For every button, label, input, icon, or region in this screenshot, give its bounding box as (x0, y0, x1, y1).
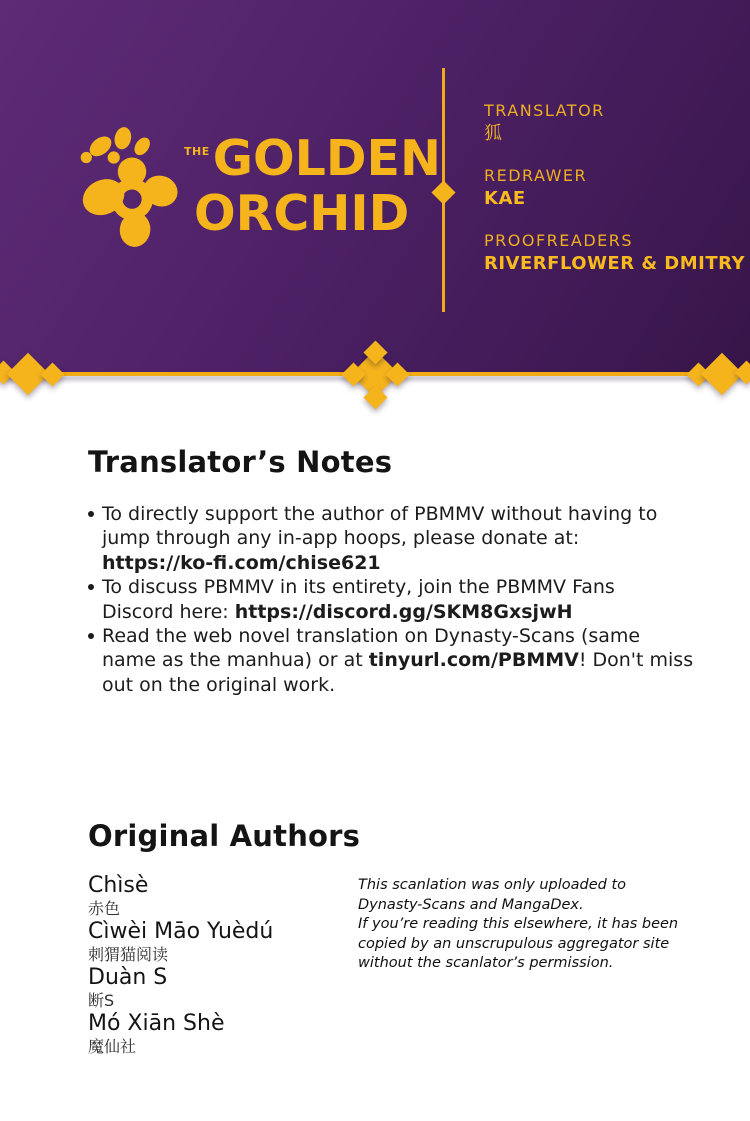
credit-block (484, 101, 745, 145)
note-line: To discuss PBMMV in its entirety, join the PBMMV Fans (102, 576, 615, 599)
note-line: name as the manhua) or at tinyurl.com/PBMMV! Don't miss (102, 649, 694, 672)
disclaimer-line: If you’re reading this elsewhere, it has been (358, 916, 679, 933)
note-line: jump through any in-app hoops, please donate at: (102, 527, 580, 550)
wordmark-golden: GOLDEN (212, 130, 441, 187)
author-name-cjk: 魔仙社 (88, 1037, 137, 1057)
translators-notes-list (88, 502, 694, 697)
original-authors-list (88, 873, 358, 1057)
wordmark-line1 (184, 126, 441, 185)
author-name-cjk: 断S (88, 991, 115, 1011)
staff-credits (484, 101, 745, 296)
golden-orchid-wordmark (184, 126, 441, 240)
ornament-diamond-top (367, 344, 384, 361)
scanlation-disclaimer (358, 876, 688, 974)
author-item (88, 873, 358, 919)
original-authors-title: Original Authors (88, 819, 361, 854)
disclaimer-line: copied by an unscrupulous aggregator site (358, 935, 670, 952)
author-item (88, 1011, 358, 1057)
disclaimer-line: Dynasty-Scans and MangaDex. (358, 896, 584, 913)
note-line: out on the original work. (102, 673, 336, 696)
author-item (88, 919, 358, 965)
note-line: Discord here: https://discord.gg/SKM8GxsjwH (102, 600, 573, 623)
credit-role-label: PROOFREADERS (484, 231, 634, 250)
credit-block (484, 231, 745, 275)
page-body (0, 374, 750, 1057)
author-name-latin: Chìsè (88, 873, 149, 899)
note-bullet (88, 624, 694, 697)
divider-diamond-icon (435, 184, 452, 201)
translators-notes-title: Translator’s Notes (88, 445, 393, 479)
author-name-latin: Cìwèi Māo Yuèdú (88, 919, 274, 945)
note-line: Read the web novel translation on Dynasty-Scans (same (102, 625, 641, 648)
credit-name: KAE (484, 188, 526, 209)
wordmark-orchid: ORCHID (194, 185, 410, 242)
note-line: To directly support the author of PBMMV without having to (102, 503, 658, 525)
note-bullet (88, 575, 668, 624)
credit-name: RIVERFLOWER & DMITRY (484, 253, 746, 274)
disclaimer-line: This scanlation was only uploaded to (358, 877, 627, 894)
author-item (88, 965, 358, 1011)
header-banner (0, 0, 750, 374)
author-name-cjk: 刺猬猫阅读 (88, 945, 169, 965)
note-bullet (88, 502, 668, 575)
credit-name: 狐 (484, 123, 502, 144)
credit-role-label: TRANSLATOR (484, 101, 605, 120)
author-name-latin: Mó Xiān Shè (88, 1011, 225, 1037)
golden-orchid-logo-icon (80, 126, 182, 250)
note-line: https://ko-fi.com/chise621 (102, 551, 381, 574)
author-name-cjk: 赤色 (88, 899, 121, 919)
author-name-latin: Duàn S (88, 965, 168, 991)
disclaimer-line: without the scanlator’s permission. (358, 955, 614, 972)
credit-block (484, 166, 745, 210)
wordmark-the: THE (184, 145, 210, 158)
credit-role-label: REDRAWER (484, 166, 588, 185)
authors-row (88, 873, 750, 1057)
